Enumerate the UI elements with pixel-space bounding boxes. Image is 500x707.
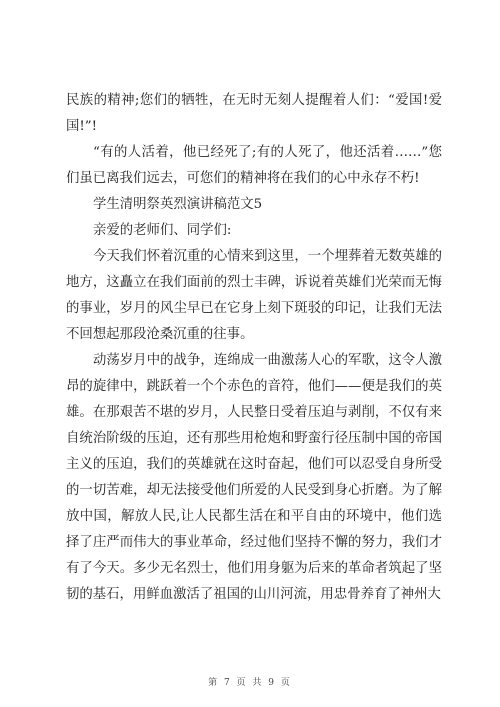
paragraph-1: 民族的精神;您们的牺牲，在无时无刻人提醒着人们：“爱国!爱国!”! xyxy=(66,93,442,134)
body-text xyxy=(66,88,442,608)
section-title: 学生清明祭英烈演讲稿范文5 xyxy=(93,197,263,212)
paragraph-3: 今天我们怀着沉重的心情来到这里，一个埋葬着无数英雄的地方，这矗立在我们面前的烈士丰碑，诉说着英雄们光荣而无悔的事业，岁月的风尘早已在它身上刻下斑驳的印记，让我们无法不回想起那段沧桑沉重的往事。 xyxy=(66,249,442,342)
paragraph-4: 动荡岁月中的战争，连绵成一曲激荡人心的军歌，这令人激昂的旋律中，跳跃着一个个赤色的音符，他们——便是我们的英雄。在那艰苦不堪的岁月，人民整日受着压迫与剥削，不仅有来自统治阶级的压迫，还有那些用枪炮和野蛮行径压制中国的帝国主义的压迫，我们的英雄就在这时奋起，他们可以忍受自身所受的一切苦难，却无法接受他们所爱的人民受到身心折磨。为了解放中国，解放人民,让人民都生活在和平自由的环境中，他们选择了庄严而伟大的事业革命，经过他们坚持不懈的努力，我们才有了今天。多少无名烈士，他们用身躯为后来的革命者筑起了坚韧的基石，用鲜血激活了祖国的山川河流，用忠骨养育了神州大 xyxy=(66,353,442,602)
paragraph-2: “有的人活着，他已经死了;有的人死了，他还活着……”您们虽已离我们远去，可您们的精神将在我们的心中永存不朽! xyxy=(66,145,442,186)
salutation: 亲爱的老师们、同学们: xyxy=(93,223,232,238)
page-footer: 第 7 页 共 9 页 xyxy=(208,678,292,688)
